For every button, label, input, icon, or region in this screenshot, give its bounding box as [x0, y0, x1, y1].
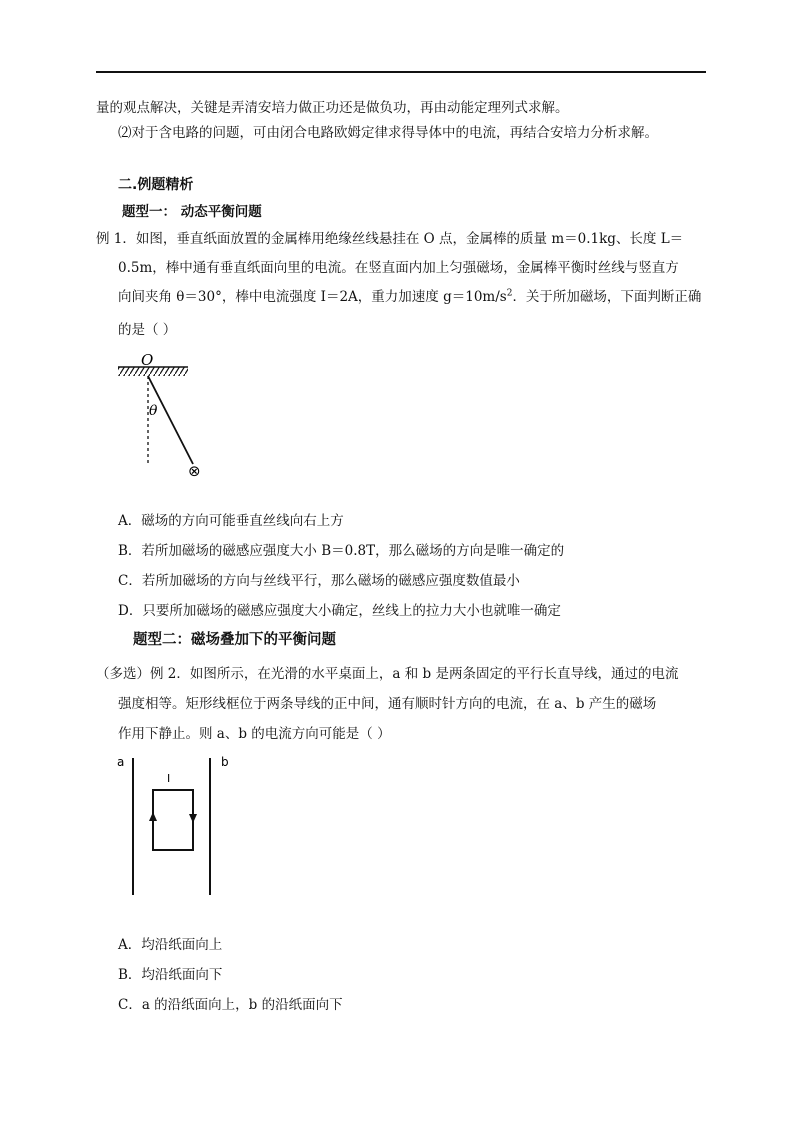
section-heading: 二.例题精析	[118, 177, 194, 193]
example1-line-3a: 向间夹角 θ＝30°，棒中电流强度 I＝2A，重力加速度 g＝10m/s	[118, 289, 507, 305]
header-rule	[96, 71, 706, 73]
thread-line	[148, 376, 193, 464]
point-o-label: O	[141, 351, 154, 369]
example1-line-4: 的是（ ）	[118, 322, 177, 338]
example1-option-c: C．若所加磁场的方向与丝线平行，那么磁场的磁感应强度数值最小	[118, 573, 520, 589]
example1-option-a: A．磁场的方向可能垂直丝线向右上方	[118, 513, 344, 529]
intro-line-1: 量的观点解决，关键是弄清安培力做正功还是做负功，再由动能定理列式求解。	[96, 100, 569, 116]
current-into-page-icon: ⊗	[188, 462, 201, 480]
wire-b-label: b	[221, 755, 229, 769]
example1-line-1: 例 1．如图，垂直纸面放置的金属棒用绝缘丝线悬挂在 O 点，金属棒的质量 m＝0.1kg、长度 L＝	[96, 231, 684, 247]
wires-loop-figure	[115, 752, 235, 902]
rectangular-loop	[153, 790, 193, 850]
type2-heading: 题型二：磁场叠加下的平衡问题	[133, 632, 336, 648]
theta-label: θ	[149, 403, 158, 419]
example1-line-3-sup: 2	[506, 288, 513, 299]
example2-line-2: 强度相等。矩形线框位于两条导线的正中间，通有顺时针方向的电流，在 a、b 产生的磁场	[118, 696, 657, 712]
type1-heading: 题型一： 动态平衡问题	[122, 204, 262, 220]
up-arrow-icon	[149, 812, 157, 821]
example1-line-3	[118, 285, 701, 305]
intro-line-2: ⑵对于含电路的问题，可由闭合电路欧姆定律求得导体中的电流，再结合安培力分析求解。	[118, 125, 658, 141]
example2-line-3: 作用下静止。则 a、b 的电流方向可能是（ ）	[118, 726, 391, 742]
down-arrow-icon	[189, 814, 197, 823]
example1-option-d: D．只要所加磁场的磁感应强度大小确定，丝线上的拉力大小也就唯一确定	[118, 603, 561, 619]
example2-option-b: B．均沿纸面向下	[118, 967, 223, 983]
pendulum-figure	[110, 350, 220, 485]
example1-option-b: B．若所加磁场的磁感应强度大小 B＝0.8T，那么磁场的方向是唯一确定的	[118, 543, 565, 559]
example2-line-1: （多选）例 2．如图所示，在光滑的水平桌面上，a 和 b 是两条固定的平行长直导线，通过的电流	[96, 666, 679, 682]
example2-option-c: C．a 的沿纸面向上，b 的沿纸面向下	[118, 997, 343, 1013]
wire-a-label: a	[117, 755, 125, 769]
example1-line-2: 0.5m，棒中通有垂直纸面向里的电流。在竖直面内加上匀强磁场，金属棒平衡时丝线与竖直方	[118, 260, 679, 276]
example1-line-3b: ．关于所加磁场，下面判断正确	[512, 289, 702, 305]
example2-option-a: A．均沿纸面向上	[118, 937, 223, 953]
current-i-label: I	[167, 772, 171, 785]
